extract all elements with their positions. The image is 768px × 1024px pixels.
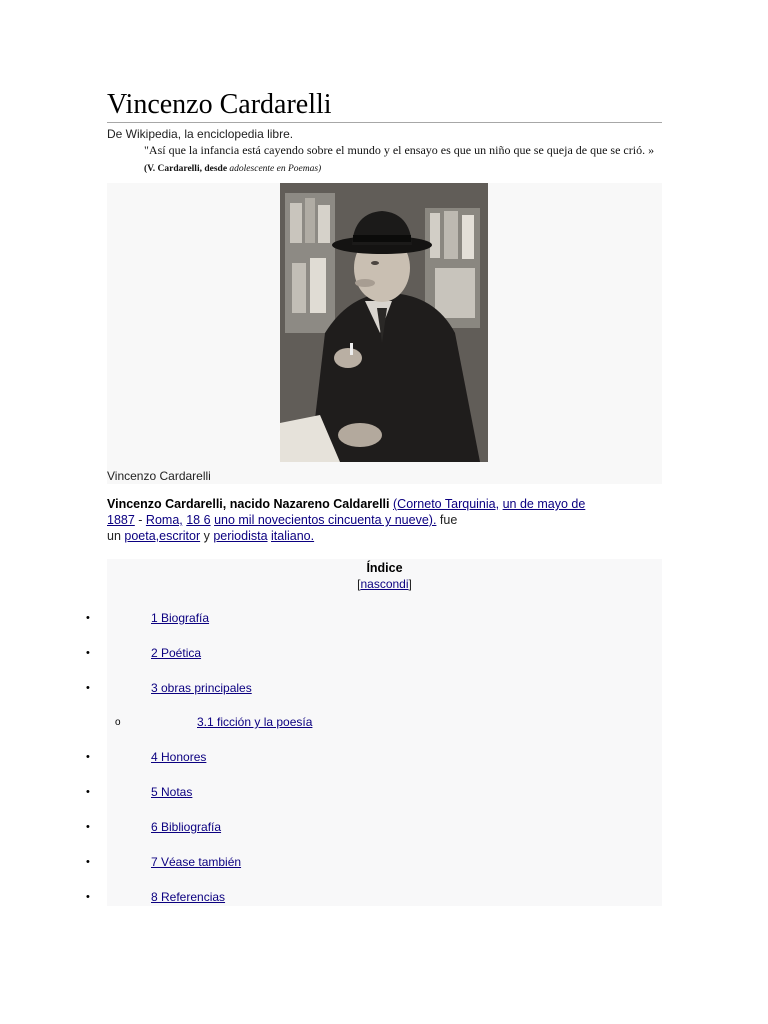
page-title: Vincenzo Cardarelli — [107, 88, 662, 123]
toc-item-notas[interactable]: 5 Notas — [151, 785, 193, 799]
toc-item-honores[interactable]: 4 Honores — [151, 750, 207, 764]
toc-hide-link[interactable]: nascondi — [360, 577, 409, 591]
toc-bullet: • — [86, 682, 90, 694]
epigraph-quote: "Así que la infancia está cayendo sobre el mundo y el ensayo es que un niño que se queja de que se crió. » — [144, 143, 655, 157]
subject-name: Vincenzo Cardarelli, nacido Nazareno Caldarelli — [107, 497, 390, 511]
toc-bullet: • — [86, 751, 90, 763]
toc-bullet: • — [86, 786, 90, 798]
toc-bullet: • — [86, 647, 90, 659]
link-poeta-escritor[interactable]: poeta,escritor — [124, 529, 201, 543]
text-un: un — [107, 529, 125, 543]
toc-bullet: • — [86, 821, 90, 833]
text-y: y — [200, 529, 214, 543]
link-roma[interactable]: Roma, — [145, 513, 183, 527]
toc-item-poetica[interactable]: 2 Poética — [151, 646, 202, 660]
link-year-death[interactable]: uno mil novecientos cincuenta y nueve). — [214, 513, 437, 527]
image-caption: Vincenzo Cardarelli — [107, 469, 211, 483]
epigraph-work: adolescente en Poemas) — [229, 164, 322, 174]
link-date-death[interactable]: 18 6 — [186, 513, 211, 527]
text-fue: fue — [436, 513, 458, 527]
link-italiano[interactable]: italiano. — [271, 529, 315, 543]
toc-bracket-open: [ — [357, 577, 361, 591]
toc-bullet: • — [86, 612, 90, 624]
toc-toggle — [107, 577, 662, 591]
toc-title: Índice — [366, 561, 403, 575]
site-subtitle: De Wikipedia, la enciclopedia libre. — [107, 127, 294, 141]
link-periodista[interactable]: periodista — [213, 529, 268, 543]
date-separator: - — [134, 513, 146, 527]
toc-item-vease-tambien[interactable]: 7 Véase también — [151, 855, 242, 869]
link-year-birth[interactable]: 1887 — [107, 513, 135, 527]
toc-item-biografia[interactable]: 1 Biografía — [151, 611, 210, 625]
epigraph-author: (V. Cardarelli, desde — [144, 164, 228, 174]
toc-item-obras-principales[interactable]: 3 obras principales — [151, 681, 252, 695]
toc-item-bibliografia[interactable]: 6 Bibliografía — [151, 820, 222, 834]
portrait-photo[interactable] — [280, 183, 488, 462]
toc-bracket-close: ] — [408, 577, 412, 591]
toc-item-ficcion-poesia[interactable]: 3.1 ficción y la poesía — [197, 715, 313, 729]
intro-paragraph — [107, 496, 607, 544]
toc-sub-bullet: o — [115, 717, 121, 728]
toc-bullet: • — [86, 856, 90, 868]
epigraph-source — [144, 164, 321, 174]
link-corneto-tarquinia[interactable]: (Corneto Tarquinia, — [393, 497, 500, 511]
toc-bullet: • — [86, 891, 90, 903]
link-date-birth[interactable]: un de mayo de — [502, 497, 586, 511]
toc-item-referencias[interactable]: 8 Referencias — [151, 890, 226, 904]
